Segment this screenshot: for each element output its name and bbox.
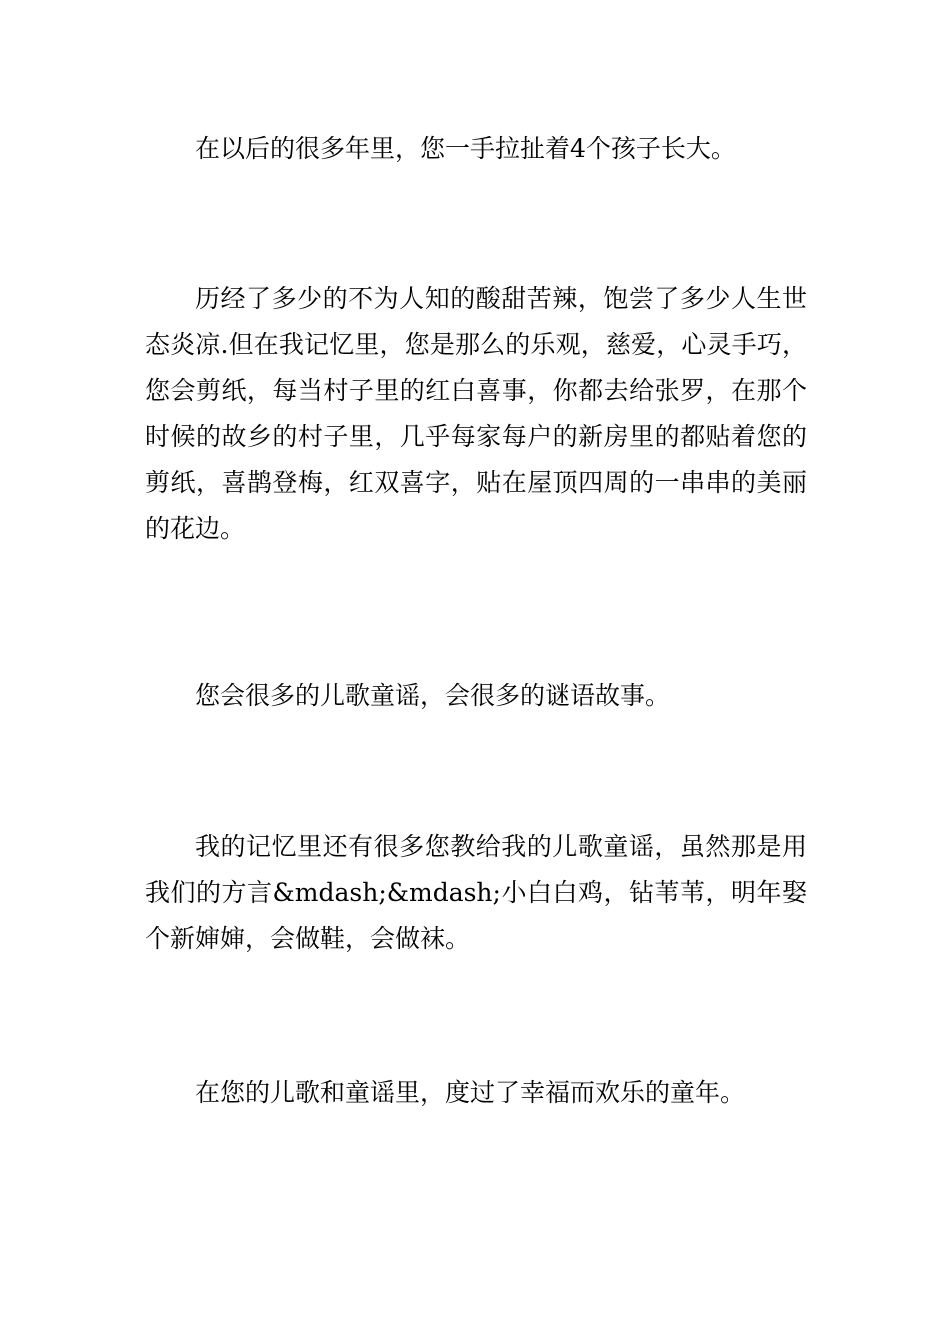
paragraph-4: 我的记忆里还有很多您教给我的儿歌童谣，虽然那是用我们的方言&mdash;&mdash;小白白鸡，钻苇苇，明年娶个新婶婶，会做鞋，会做袜。 — [145, 832, 807, 953]
paragraph-1: 在以后的很多年里，您一手拉扯着4个孩子长大。 — [195, 134, 736, 163]
paragraph-2: 历经了多少的不为人知的酸甜苦辣，饱尝了多少人生世态炎凉.但在我记忆里，您是那么的乐观，慈爱，心灵手巧，您会剪纸，每当村子里的红白喜事，你都去给张罗，在那个时候的故乡的村子里，几乎每家每户的新房里的都贴着您的剪纸，喜鹊登梅，红双喜字，贴在屋顶四周的一串串的美丽的花边。 — [145, 284, 807, 543]
paragraph-5: 在您的儿歌和童谣里，度过了幸福而欢乐的童年。 — [195, 1078, 746, 1107]
paragraph-3: 您会很多的儿歌童谣，会很多的谜语故事。 — [195, 681, 671, 710]
